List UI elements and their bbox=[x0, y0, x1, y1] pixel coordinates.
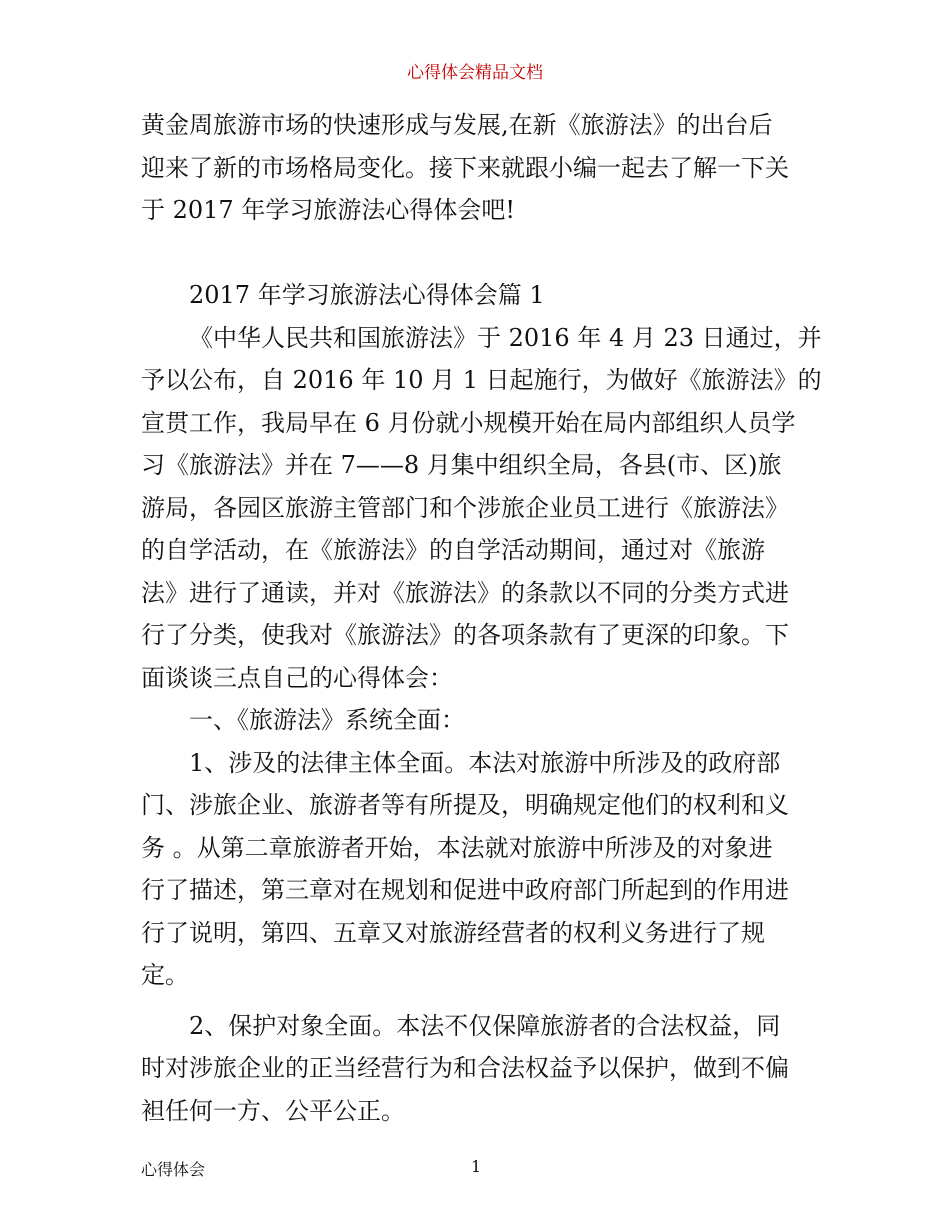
intro-line: 黄金周旅游市场的快速形成与发展,在新《旅游法》的出台后 bbox=[141, 111, 773, 139]
page-header-title: 心得体会精品文档 bbox=[407, 63, 543, 83]
point-heading: 一、《旅游法》系统全面： bbox=[189, 706, 465, 734]
item-line: 2、保护对象全面。本法不仅保障旅游者的合法权益，同 bbox=[189, 1011, 781, 1040]
paragraph-line: 的自学活动，在《旅游法》的自学活动期间，通过对《旅游 bbox=[141, 536, 765, 564]
item-line: 时对涉旅企业的正当经营行为和合法权益予以保护，做到不偏 bbox=[141, 1054, 789, 1082]
intro-line: 迎来了新的市场格局变化。接下来就跟小编一起去了解一下关 bbox=[141, 153, 789, 182]
paragraph-line: 行了分类，使我对《旅游法》的各项条款有了更深的印象。下 bbox=[141, 621, 789, 649]
paragraph-gap bbox=[141, 997, 813, 1005]
paragraph-line: 习《旅游法》并在 7——8 月集中组织全局，各县(市、区)旅 bbox=[141, 451, 782, 479]
item-line: 行了描述，第三章对在规划和促进中政府部门所起到的作用进 bbox=[141, 876, 789, 904]
item-line: 行了说明，第四、五章又对旅游经营者的权利义务进行了规 bbox=[141, 918, 765, 947]
footer-label: 心得体会 bbox=[141, 1160, 206, 1179]
item-line: 1、涉及的法律主体全面。本法对旅游中所涉及的政府部 bbox=[189, 748, 781, 777]
paragraph-line: 法》进行了通读，并对《旅游法》的条款以不同的分类方式进 bbox=[141, 578, 789, 607]
section-title: 2017 年学习旅游法心得体会篇 1 bbox=[189, 281, 545, 309]
item-line: 袒任何一方、公平公正。 bbox=[141, 1096, 405, 1125]
item-line: 定。 bbox=[141, 961, 189, 989]
intro-line: 于 2017 年学习旅游法心得体会吧! bbox=[141, 196, 515, 224]
document-body bbox=[141, 104, 822, 1132]
paragraph-line: 宣贯工作，我局早在 6 月份就小规模开始在局内部组织人员学 bbox=[141, 408, 796, 437]
blank-line bbox=[141, 232, 813, 275]
paragraph-line: 予以公布，自 2016 年 10 月 1 日起施行，为做好《旅游法》的 bbox=[141, 366, 822, 394]
item-line: 务 。从第二章旅游者开始，本法就对旅游中所涉及的对象进 bbox=[141, 833, 773, 862]
page-number: 1 bbox=[471, 1157, 482, 1176]
paragraph-line: 《中华人民共和国旅游法》于 2016 年 4 月 23 日通过，并 bbox=[189, 323, 822, 352]
paragraph-line: 游局，各园区旅游主管部门和个涉旅企业员工进行《旅游法》 bbox=[141, 493, 789, 522]
item-line: 门、涉旅企业、旅游者等有所提及，明确规定他们的权利和义 bbox=[141, 791, 789, 819]
paragraph-line: 面谈谈三点自己的心得体会： bbox=[141, 663, 453, 692]
